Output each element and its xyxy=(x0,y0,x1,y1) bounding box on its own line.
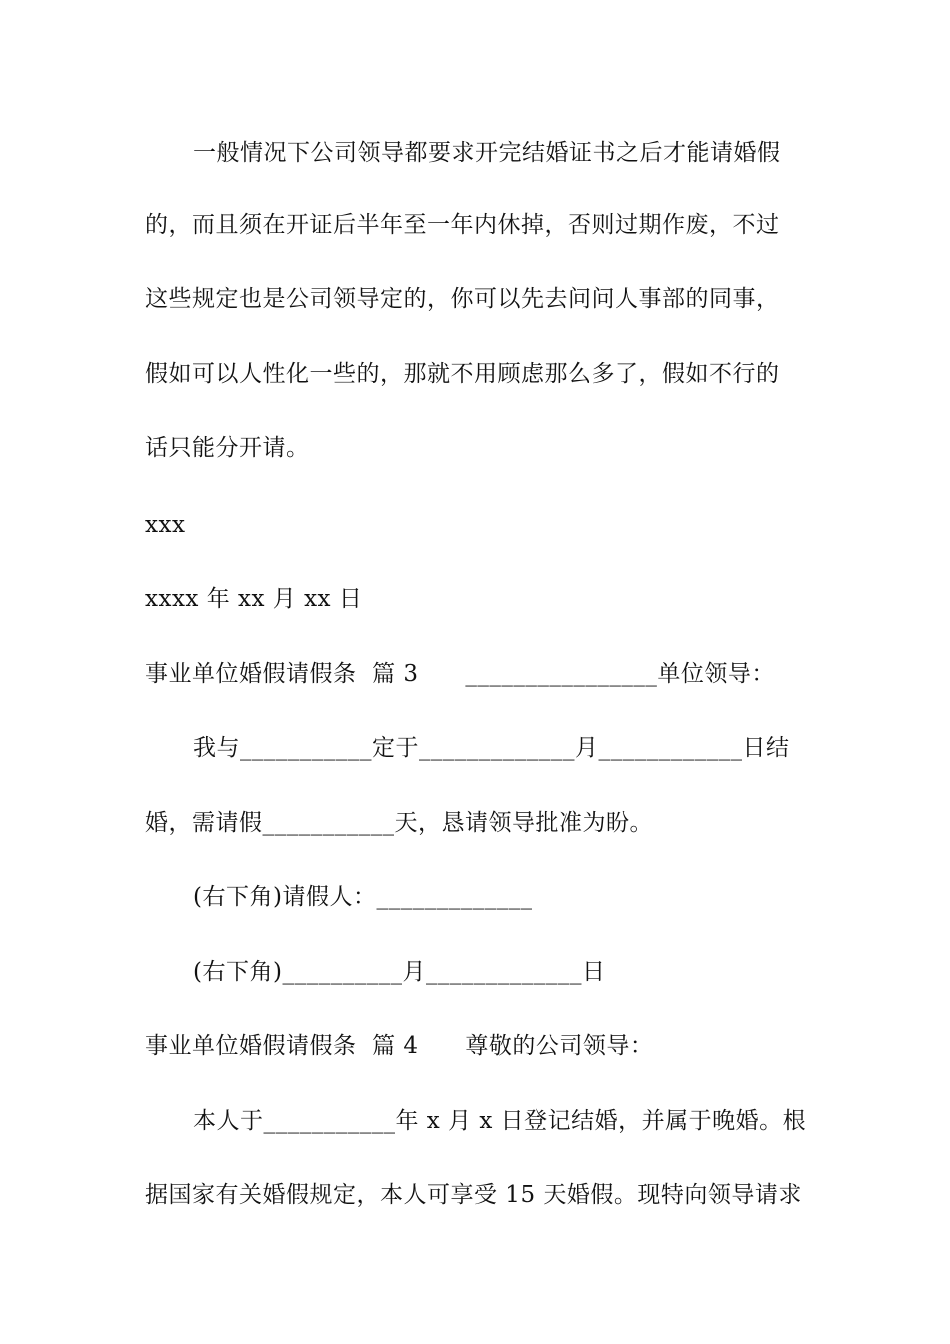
paragraph-line: 一般情况下公司领导都要求开完结婚证书之后才能请婚假 xyxy=(193,140,781,166)
paragraph-line: 这些规定也是公司领导定的，你可以先去问问人事部的同事， xyxy=(145,286,780,312)
paragraph-line: 本人于___________年 x 月 x 日登记结婚，并属于晚婚。根 xyxy=(193,1108,807,1134)
form-line: 我与___________定于_____________月____________日结 xyxy=(193,735,790,761)
section-heading-4: 事业单位婚假请假条 篇 4 尊敬的公司领导： xyxy=(145,1033,654,1059)
paragraph-line: 的，而且须在开证后半年至一年内休掉，否则过期作废，不过 xyxy=(145,212,780,238)
signature-date: xxxx 年 xx 月 xx 日 xyxy=(145,586,363,612)
signature-name: xxx xyxy=(145,512,186,538)
applicant-line: (右下角)请假人：_____________ xyxy=(193,884,533,910)
paragraph-line: 话只能分开请。 xyxy=(145,435,310,461)
section-heading-3: 事业单位婚假请假条 篇 3 ________________单位领导： xyxy=(145,661,775,687)
paragraph-line: 假如可以人性化一些的，那就不用顾虑那么多了，假如不行的 xyxy=(145,361,780,387)
paragraph-line: 据国家有关婚假规定，本人可享受 15 天婚假。现特向领导请求 xyxy=(145,1182,802,1208)
date-line: (右下角)__________月_____________日 xyxy=(193,959,606,985)
form-line: 婚，需请假___________天，恳请领导批准为盼。 xyxy=(145,810,653,836)
